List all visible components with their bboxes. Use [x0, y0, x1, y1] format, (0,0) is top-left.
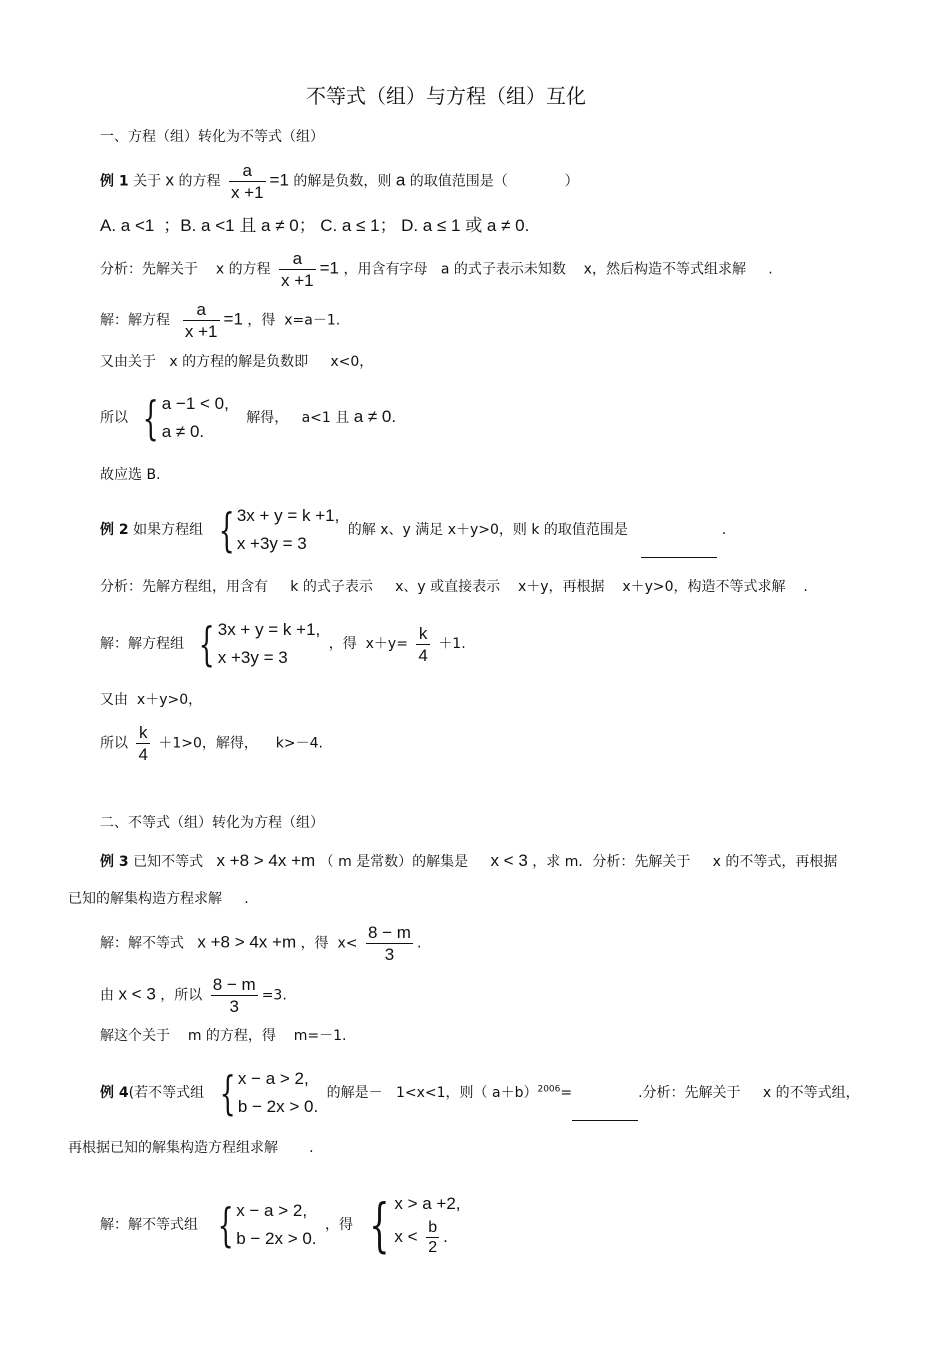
text: x＋y>0， [136, 692, 203, 708]
example-3-answer [100, 1026, 346, 1046]
exponent: 2006 [537, 1084, 561, 1095]
math-text: a ≠ 0. [353, 407, 397, 426]
fraction [211, 974, 258, 1017]
text: . [244, 891, 249, 907]
answer-blank [641, 543, 717, 558]
text: k 的式子表示 [290, 579, 373, 595]
system-row: a −1 < 0, [161, 394, 229, 413]
example-3-question [100, 851, 837, 872]
math-inequality: x +8 > 4x +m [216, 851, 316, 870]
example-2-analysis [100, 577, 808, 597]
text: 解：解方程 [100, 312, 170, 329]
text: 由 [100, 987, 114, 1004]
fraction-numerator: 8 − m [212, 975, 256, 994]
text: . [443, 1226, 448, 1246]
text: ，得 [300, 935, 329, 952]
text: 所以 [100, 410, 128, 426]
text: 的方程 [228, 261, 271, 278]
brace-icon: { [217, 1198, 234, 1252]
text: ，得 [247, 312, 276, 329]
fraction-denominator: x +1 [281, 271, 314, 290]
example-2-line [100, 690, 202, 710]
fraction-numerator: k [136, 722, 149, 744]
text: =3. [261, 987, 287, 1004]
text: ，求 m．分析：先解关于 [532, 854, 691, 870]
text: 又由 [100, 692, 128, 708]
text: 又由关于 [100, 354, 156, 370]
fraction [416, 623, 429, 666]
text: 的解是负数，则 [293, 173, 392, 190]
text: ，所以 [160, 987, 203, 1004]
text: .分析：先解关于 [638, 1085, 741, 1101]
fraction [426, 1218, 439, 1257]
system-row: x − a > 2, [237, 1069, 309, 1088]
fraction [229, 160, 266, 203]
brace-icon: { [219, 1066, 236, 1120]
text: a 的式子表示未知数 [440, 261, 566, 278]
text: 分析：先解方程组，用含有 [100, 579, 268, 595]
text: 已知不等式 [133, 854, 204, 870]
text: x 的不等式组， [762, 1085, 860, 1101]
text: = [560, 1085, 573, 1101]
text: 分析：先解关于 [100, 261, 198, 278]
brace-icon: { [143, 391, 160, 445]
section-heading-2: 二、不等式（组）转化为方程（组） [100, 815, 324, 831]
text: 的解是－ [326, 1085, 383, 1101]
math-text: =1 [269, 170, 289, 190]
text: . [803, 579, 808, 595]
system-row: 3x + y = k +1, [217, 620, 321, 639]
choice-d: D. a ≤ 1 或 a ≠ 0. [401, 216, 530, 235]
math-solution: x < 3 [118, 984, 156, 1004]
brace-icon: { [218, 503, 235, 557]
text: 的方程 [178, 173, 221, 190]
fraction-numerator: b [428, 1219, 438, 1236]
text: x<0， [330, 354, 374, 370]
text: . [721, 522, 727, 538]
text: x＋y，再根据 [517, 579, 605, 595]
equation-system [136, 390, 228, 446]
system-row: x +3y = 3 [236, 534, 307, 553]
text: x< [337, 935, 358, 952]
text: 解：解方程组 [100, 636, 184, 652]
system-row: x +3y = 3 [217, 648, 288, 667]
math-inequality: x +8 > 4x +m [197, 932, 297, 952]
choice-b: ；B. a <1 且 a ≠ 0； [163, 216, 316, 235]
fraction [366, 922, 413, 965]
system-row: b − 2x > 0. [236, 1229, 317, 1248]
text: 如果方程组 [133, 522, 204, 538]
fraction-numerator: a [229, 160, 266, 182]
text: m 的方程，得 [187, 1028, 276, 1044]
example-2-conclusion [100, 722, 323, 765]
fraction-denominator: 4 [138, 745, 148, 764]
example-1-analysis [100, 248, 773, 291]
fraction [136, 722, 149, 765]
example-1-system-line [100, 390, 396, 446]
text: 解：解不等式 [100, 935, 184, 952]
text: 已知的解集构造方程求解 [68, 891, 222, 907]
example-1-question [100, 160, 579, 203]
text: x＋y= [365, 636, 408, 652]
section-heading-1: 一、方程（组）转化为不等式（组） [100, 129, 324, 145]
fraction-denominator: 3 [229, 997, 239, 1016]
fraction-numerator: a [279, 248, 316, 270]
math-text: x < [394, 1226, 418, 1246]
system-row: b − 2x > 0. [237, 1097, 319, 1116]
example-3-question-cont [68, 889, 249, 909]
math-text: =1 [223, 309, 243, 329]
text: 解得， [246, 410, 289, 426]
brace-icon: { [199, 617, 216, 671]
example-4-solution [100, 1190, 465, 1260]
fraction-denominator: 3 [384, 945, 395, 964]
fraction-numerator: k [416, 623, 429, 645]
text: 关于 [133, 173, 162, 190]
example-3-line [100, 974, 287, 1017]
text: . [768, 261, 773, 278]
solution-system [361, 1190, 460, 1260]
example-1-answer: 故应选 B. [100, 467, 161, 483]
example-label: 例 2 [100, 522, 129, 538]
text: . [309, 1140, 314, 1156]
example-4-question [100, 1065, 860, 1121]
text: （ m 是常数）的解集是 [319, 854, 469, 870]
text: ＋1>0，解得， [158, 735, 258, 752]
text: ，用含有字母 [343, 261, 428, 278]
equation-system [212, 502, 340, 558]
system-row: x > a +2, [394, 1194, 461, 1213]
text: ，得 [328, 636, 357, 652]
math-x: x [215, 261, 225, 278]
system-row: a ≠ 0. [161, 422, 205, 441]
text: k>－4. [275, 735, 323, 752]
text: ＋1. [438, 636, 466, 652]
text: 的取值范围是（ [409, 173, 508, 190]
example-label: 例 3 [100, 854, 129, 870]
text: x，然后构造不等式组求解 [583, 261, 746, 278]
math-solution: x < 3 [490, 851, 528, 870]
example-label: 例 4 [100, 1085, 129, 1101]
text: x=a－1. [284, 312, 341, 329]
math-a: a [395, 170, 406, 190]
math-text: =1 [319, 258, 340, 278]
example-3-solution [100, 922, 421, 965]
choice-a: A. a <1 [100, 216, 155, 235]
example-label: 例 1 [100, 173, 129, 190]
text: 1<x<1，则（ a＋b） [395, 1085, 538, 1101]
inequality-system [211, 1197, 317, 1253]
equation-system [192, 616, 320, 672]
fraction [183, 299, 220, 342]
text: 解：解不等式组 [100, 1217, 198, 1233]
example-1-line [100, 352, 373, 372]
inequality-system [213, 1065, 319, 1121]
text: ，得 [324, 1217, 353, 1233]
fraction-denominator: 2 [428, 1239, 438, 1256]
text: 解这个关于 [100, 1028, 170, 1044]
text: 再根据已知的解集构造方程组求解 [68, 1140, 278, 1156]
fraction-denominator: x +1 [230, 183, 264, 202]
text: x、y 或直接表示 [395, 579, 501, 595]
choice-c: C. a ≤ 1； [320, 216, 397, 235]
math-x: x [165, 170, 175, 190]
text: 所以 [100, 735, 128, 752]
fraction-denominator: 4 [418, 645, 428, 665]
text: x 的方程的解是负数即 [169, 354, 309, 370]
example-4-question-cont [68, 1138, 314, 1158]
page-title: 不等式（组）与方程（组）互化 [306, 84, 586, 108]
text: m=－1. [293, 1028, 347, 1044]
system-row: x − a > 2, [236, 1201, 308, 1220]
answer-blank [572, 1106, 638, 1121]
example-2-solution [100, 616, 466, 672]
system-row: 3x + y = k +1, [236, 506, 340, 525]
text: x 的不等式，再根据 [712, 854, 838, 870]
fraction [279, 248, 316, 291]
example-1-solution [100, 299, 340, 342]
system-row [394, 1218, 460, 1257]
example-2-question [100, 502, 726, 558]
fraction-denominator: x +1 [184, 322, 218, 341]
fraction-numerator: a [183, 299, 220, 321]
brace-icon: { [369, 1191, 391, 1259]
text: . [416, 935, 422, 952]
text: x＋y>0，构造不等式求解 [622, 579, 786, 595]
example-1-choices [100, 216, 529, 237]
text: (若不等式组 [128, 1085, 205, 1101]
text: 的解 x、y 满足 x＋y>0，则 k 的取值范围是 [347, 522, 628, 538]
text: a<1 且 [301, 410, 350, 426]
fraction-numerator: 8 − m [367, 923, 411, 942]
text: ） [564, 173, 579, 190]
